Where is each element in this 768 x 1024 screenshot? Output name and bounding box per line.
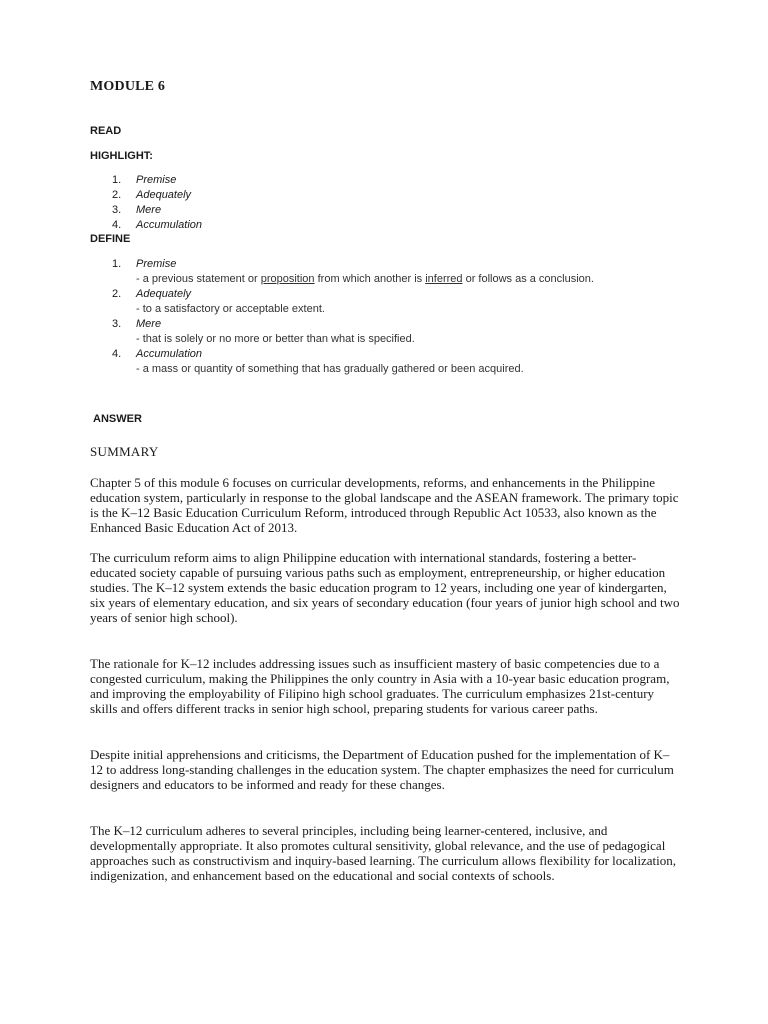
list-number: 4. bbox=[112, 348, 122, 360]
answer-label: ANSWER bbox=[93, 413, 142, 425]
definition-text: - a mass or quantity of something that has gradually gathered or been acquired. bbox=[136, 363, 524, 375]
list-number: 4. bbox=[112, 219, 122, 231]
list-item bbox=[90, 317, 650, 346]
highlight-term: Adequately bbox=[136, 189, 192, 201]
summary-paragraph: Chapter 5 of this module 6 focuses on curricular developments, reforms, and enhancements in the Philippine education system, particularly in response to the global landscape and the ASEAN framework. The primary topic is the K–12 Basic Education Curriculum Reform, introduced through Republic Act 10533, also known as the Enhanced Basic Education Act of 2013. bbox=[90, 475, 679, 535]
definition-text bbox=[136, 272, 650, 286]
read-label: READ bbox=[90, 125, 122, 137]
list-number: 1. bbox=[112, 258, 122, 270]
list-item bbox=[90, 188, 202, 203]
definition-term: Adequately bbox=[136, 288, 192, 300]
summary-paragraph: The rationale for K–12 includes addressing issues such as insufficient mastery of basic competencies due to a congested curriculum, making the Philippines the only country in Asia with a 10-year basic education program, and improving the employability of Filipino high school graduates. The curriculum emphasizes 21st-century skills and offers different tracks in senior high school, preparing students for various career paths. bbox=[90, 656, 670, 716]
definition-term: Accumulation bbox=[136, 348, 203, 360]
list-item bbox=[90, 173, 202, 188]
list-number: 2. bbox=[112, 189, 122, 201]
list-item bbox=[90, 203, 202, 218]
definition-term: Mere bbox=[136, 318, 162, 330]
highlight-term: Accumulation bbox=[136, 219, 203, 231]
definition-text: - that is solely or no more or better than what is specified. bbox=[136, 333, 415, 345]
definition-term: Premise bbox=[136, 258, 177, 270]
summary-heading: SUMMARY bbox=[90, 444, 159, 459]
definition-text: - to a satisfactory or acceptable extent. bbox=[136, 303, 325, 315]
module-title: MODULE 6 bbox=[90, 79, 166, 94]
definition-fragment: or follows as a conclusion. bbox=[462, 273, 594, 285]
definition-fragment: from which another is bbox=[314, 273, 426, 285]
highlight-label: HIGHLIGHT: bbox=[90, 150, 153, 162]
link-inferred[interactable]: inferred bbox=[425, 273, 463, 285]
link-proposition[interactable]: proposition bbox=[260, 273, 315, 285]
definition-fragment: - a previous statement or bbox=[136, 273, 261, 285]
summary-paragraph: The K–12 curriculum adheres to several principles, including being learner-centered, inclusive, and developmentally appropriate. It also promotes cultural sensitivity, global relevance, and the use of pedagogical approaches such as constructivism and inquiry-based learning. The curriculum allows flexibility for localization, indigenization, and enhancement based on the educational and social contexts of schools. bbox=[90, 823, 677, 883]
list-item bbox=[90, 287, 650, 316]
definition-list bbox=[90, 257, 650, 377]
highlight-list bbox=[90, 173, 202, 233]
list-number: 2. bbox=[112, 288, 122, 300]
summary-paragraph: Despite initial apprehensions and criticisms, the Department of Education pushed for the implementation of K–12 to address long-standing challenges in the education system. The chapter emphasizes the need for curriculum designers and educators to be informed and ready for these changes. bbox=[90, 747, 674, 792]
list-item bbox=[90, 218, 202, 233]
list-item bbox=[90, 257, 650, 286]
list-item bbox=[90, 347, 650, 376]
highlight-term: Premise bbox=[136, 174, 177, 186]
list-number: 3. bbox=[112, 318, 122, 330]
highlight-term: Mere bbox=[136, 204, 162, 216]
define-label: DEFINE bbox=[90, 233, 131, 245]
summary-paragraph: The curriculum reform aims to align Philippine education with international standards, fostering a better-educated society capable of pursuing various paths such as employment, entrepreneurship, or higher education studies. The K–12 system extends the basic education program to 12 years, including one year of kindergarten, six years of elementary education, and six years of secondary education (four years of junior high school and two years of senior high school). bbox=[90, 550, 680, 625]
list-number: 1. bbox=[112, 174, 122, 186]
list-number: 3. bbox=[112, 204, 122, 216]
